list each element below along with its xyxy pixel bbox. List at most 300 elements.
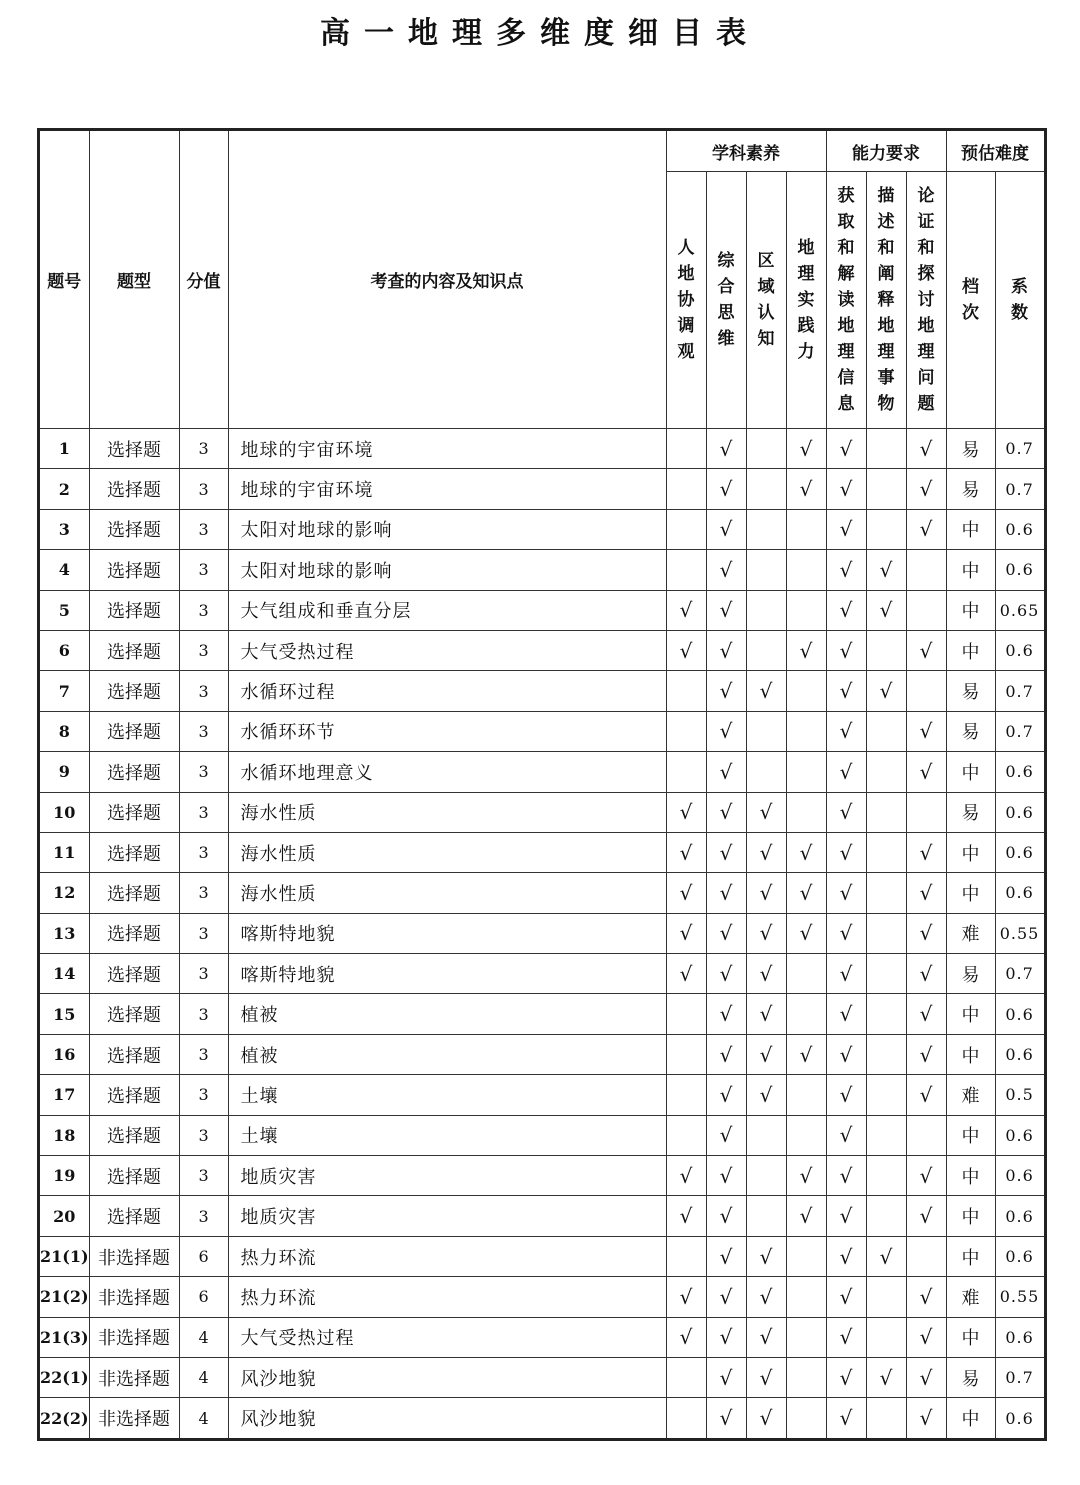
difficulty-level: 易 xyxy=(946,1357,995,1397)
question-score: 3 xyxy=(179,1034,228,1074)
check-cell xyxy=(906,1236,946,1276)
question-content: 地球的宇宙环境 xyxy=(228,469,666,509)
header-ability-2: 描述和阐释地理事物 xyxy=(866,172,906,429)
question-content: 水循环过程 xyxy=(228,671,666,711)
question-content: 大气组成和垂直分层 xyxy=(228,590,666,630)
check-cell xyxy=(786,1115,826,1155)
question-score: 3 xyxy=(179,429,228,469)
table-row xyxy=(39,913,1046,953)
check-cell: √ xyxy=(826,1398,866,1439)
difficulty-coefficient: 0.7 xyxy=(995,671,1045,711)
header-coefficient: 系数 xyxy=(995,172,1045,429)
check-cell xyxy=(666,1236,706,1276)
check-cell: √ xyxy=(786,469,826,509)
difficulty-level: 中 xyxy=(946,1115,995,1155)
question-type: 选择题 xyxy=(89,832,179,872)
question-type: 选择题 xyxy=(89,630,179,670)
check-cell: √ xyxy=(826,711,866,751)
table-row xyxy=(39,1236,1046,1276)
question-number: 20 xyxy=(39,1196,90,1236)
question-number: 8 xyxy=(39,711,90,751)
check-cell: √ xyxy=(866,671,906,711)
question-type: 选择题 xyxy=(89,873,179,913)
check-cell xyxy=(866,1398,906,1439)
check-cell: √ xyxy=(746,1317,786,1357)
check-cell: √ xyxy=(706,671,746,711)
table-row xyxy=(39,469,1046,509)
question-score: 3 xyxy=(179,671,228,711)
check-cell: √ xyxy=(706,792,746,832)
check-cell: √ xyxy=(826,1075,866,1115)
check-cell: √ xyxy=(906,1317,946,1357)
difficulty-coefficient: 0.6 xyxy=(995,752,1045,792)
check-cell: √ xyxy=(786,913,826,953)
check-cell xyxy=(866,1115,906,1155)
table-row xyxy=(39,1357,1046,1397)
check-cell: √ xyxy=(826,1277,866,1317)
header-content: 考查的内容及知识点 xyxy=(228,130,666,429)
question-content: 喀斯特地貌 xyxy=(228,913,666,953)
question-type: 选择题 xyxy=(89,792,179,832)
question-type: 选择题 xyxy=(89,954,179,994)
question-number: 21(2) xyxy=(39,1277,90,1317)
question-type: 选择题 xyxy=(89,469,179,509)
check-cell xyxy=(866,429,906,469)
question-number: 11 xyxy=(39,832,90,872)
check-cell xyxy=(866,994,906,1034)
check-cell xyxy=(666,752,706,792)
check-cell: √ xyxy=(746,1075,786,1115)
difficulty-level: 中 xyxy=(946,630,995,670)
check-cell xyxy=(786,711,826,751)
check-cell xyxy=(866,752,906,792)
question-score: 3 xyxy=(179,509,228,549)
check-cell: √ xyxy=(826,913,866,953)
question-score: 3 xyxy=(179,1156,228,1196)
question-content: 大气受热过程 xyxy=(228,630,666,670)
check-cell xyxy=(786,1277,826,1317)
check-cell: √ xyxy=(706,429,746,469)
check-cell: √ xyxy=(826,873,866,913)
question-score: 3 xyxy=(179,1196,228,1236)
difficulty-coefficient: 0.6 xyxy=(995,1156,1045,1196)
check-cell xyxy=(866,630,906,670)
difficulty-coefficient: 0.6 xyxy=(995,1236,1045,1276)
difficulty-coefficient: 0.6 xyxy=(995,832,1045,872)
check-cell: √ xyxy=(826,469,866,509)
check-cell: √ xyxy=(906,630,946,670)
check-cell: √ xyxy=(706,954,746,994)
check-cell: √ xyxy=(746,1034,786,1074)
difficulty-coefficient: 0.7 xyxy=(995,469,1045,509)
check-cell xyxy=(746,752,786,792)
question-type: 选择题 xyxy=(89,550,179,590)
check-cell: √ xyxy=(786,1196,826,1236)
check-cell: √ xyxy=(826,994,866,1034)
question-content: 地质灾害 xyxy=(228,1196,666,1236)
detail-table xyxy=(37,128,1047,1441)
check-cell xyxy=(786,1317,826,1357)
table-row xyxy=(39,1156,1046,1196)
check-cell: √ xyxy=(866,590,906,630)
difficulty-coefficient: 0.7 xyxy=(995,1357,1045,1397)
header-ability-1: 获取和解读地理信息 xyxy=(826,172,866,429)
table-row xyxy=(39,752,1046,792)
difficulty-coefficient: 0.6 xyxy=(995,1317,1045,1357)
difficulty-level: 中 xyxy=(946,1196,995,1236)
question-score: 3 xyxy=(179,1075,228,1115)
question-type: 选择题 xyxy=(89,509,179,549)
check-cell xyxy=(866,1196,906,1236)
question-score: 3 xyxy=(179,550,228,590)
check-cell: √ xyxy=(746,1277,786,1317)
question-number: 22(1) xyxy=(39,1357,90,1397)
check-cell: √ xyxy=(706,1115,746,1155)
table-row xyxy=(39,630,1046,670)
difficulty-coefficient: 0.5 xyxy=(995,1075,1045,1115)
check-cell: √ xyxy=(906,711,946,751)
check-cell xyxy=(866,832,906,872)
header-group-literacy: 学科素养 xyxy=(666,130,826,172)
question-number: 14 xyxy=(39,954,90,994)
difficulty-coefficient: 0.55 xyxy=(995,913,1045,953)
check-cell: √ xyxy=(786,1156,826,1196)
check-cell: √ xyxy=(866,1236,906,1276)
question-content: 太阳对地球的影响 xyxy=(228,509,666,549)
check-cell: √ xyxy=(826,954,866,994)
header-literacy-4: 地理实践力 xyxy=(786,172,826,429)
check-cell: √ xyxy=(706,590,746,630)
check-cell: √ xyxy=(706,832,746,872)
check-cell xyxy=(666,550,706,590)
difficulty-level: 中 xyxy=(946,1236,995,1276)
check-cell xyxy=(786,590,826,630)
check-cell xyxy=(746,711,786,751)
check-cell: √ xyxy=(906,429,946,469)
check-cell: √ xyxy=(906,509,946,549)
question-number: 22(2) xyxy=(39,1398,90,1439)
question-content: 地球的宇宙环境 xyxy=(228,429,666,469)
check-cell xyxy=(746,469,786,509)
difficulty-level: 中 xyxy=(946,590,995,630)
check-cell: √ xyxy=(826,752,866,792)
check-cell: √ xyxy=(666,1277,706,1317)
header-type: 题型 xyxy=(89,130,179,429)
difficulty-level: 难 xyxy=(946,1277,995,1317)
check-cell: √ xyxy=(666,590,706,630)
check-cell xyxy=(786,792,826,832)
check-cell: √ xyxy=(706,1196,746,1236)
question-type: 选择题 xyxy=(89,1034,179,1074)
question-type: 非选择题 xyxy=(89,1277,179,1317)
question-number: 13 xyxy=(39,913,90,953)
question-number: 21(3) xyxy=(39,1317,90,1357)
check-cell: √ xyxy=(706,1317,746,1357)
table-row xyxy=(39,1317,1046,1357)
question-score: 3 xyxy=(179,752,228,792)
check-cell xyxy=(906,792,946,832)
check-cell xyxy=(746,590,786,630)
check-cell: √ xyxy=(826,1236,866,1276)
check-cell: √ xyxy=(786,832,826,872)
check-cell: √ xyxy=(706,630,746,670)
header-ability-3: 论证和探讨地理问题 xyxy=(906,172,946,429)
header-literacy-3: 区域认知 xyxy=(746,172,786,429)
table-row xyxy=(39,1034,1046,1074)
check-cell xyxy=(666,994,706,1034)
difficulty-coefficient: 0.6 xyxy=(995,630,1045,670)
difficulty-coefficient: 0.7 xyxy=(995,429,1045,469)
question-score: 4 xyxy=(179,1317,228,1357)
question-number: 7 xyxy=(39,671,90,711)
check-cell xyxy=(906,550,946,590)
check-cell: √ xyxy=(906,913,946,953)
check-cell: √ xyxy=(706,873,746,913)
check-cell xyxy=(746,550,786,590)
check-cell xyxy=(786,671,826,711)
header-group-difficulty: 预估难度 xyxy=(946,130,1045,172)
table-row xyxy=(39,1277,1046,1317)
check-cell xyxy=(666,1115,706,1155)
check-cell xyxy=(866,1277,906,1317)
difficulty-level: 难 xyxy=(946,1075,995,1115)
check-cell: √ xyxy=(906,1075,946,1115)
check-cell: √ xyxy=(786,630,826,670)
table-row xyxy=(39,590,1046,630)
check-cell: √ xyxy=(906,873,946,913)
check-cell xyxy=(666,1357,706,1397)
check-cell: √ xyxy=(826,630,866,670)
check-cell xyxy=(906,590,946,630)
question-type: 选择题 xyxy=(89,671,179,711)
check-cell: √ xyxy=(826,792,866,832)
question-content: 地质灾害 xyxy=(228,1156,666,1196)
question-score: 4 xyxy=(179,1398,228,1439)
check-cell: √ xyxy=(826,1034,866,1074)
page-title: 高一地理多维度细目表 xyxy=(320,16,760,51)
question-type: 选择题 xyxy=(89,711,179,751)
check-cell xyxy=(786,994,826,1034)
difficulty-coefficient: 0.6 xyxy=(995,873,1045,913)
question-number: 21(1) xyxy=(39,1236,90,1276)
difficulty-level: 中 xyxy=(946,1398,995,1439)
question-score: 3 xyxy=(179,873,228,913)
question-number: 15 xyxy=(39,994,90,1034)
question-score: 3 xyxy=(179,711,228,751)
check-cell: √ xyxy=(666,1196,706,1236)
check-cell xyxy=(786,1075,826,1115)
question-content: 太阳对地球的影响 xyxy=(228,550,666,590)
difficulty-coefficient: 0.55 xyxy=(995,1277,1045,1317)
question-content: 土壤 xyxy=(228,1075,666,1115)
check-cell xyxy=(866,509,906,549)
check-cell: √ xyxy=(826,509,866,549)
difficulty-coefficient: 0.6 xyxy=(995,792,1045,832)
difficulty-level: 中 xyxy=(946,550,995,590)
table-row xyxy=(39,550,1046,590)
check-cell: √ xyxy=(906,954,946,994)
table-row xyxy=(39,792,1046,832)
check-cell: √ xyxy=(706,1277,746,1317)
difficulty-level: 易 xyxy=(946,671,995,711)
question-score: 3 xyxy=(179,630,228,670)
question-number: 6 xyxy=(39,630,90,670)
header-group-ability: 能力要求 xyxy=(826,130,946,172)
question-type: 选择题 xyxy=(89,1115,179,1155)
question-type: 选择题 xyxy=(89,752,179,792)
question-type: 非选择题 xyxy=(89,1317,179,1357)
check-cell: √ xyxy=(906,1398,946,1439)
question-content: 大气受热过程 xyxy=(228,1317,666,1357)
question-content: 海水性质 xyxy=(228,873,666,913)
question-score: 6 xyxy=(179,1277,228,1317)
question-content: 海水性质 xyxy=(228,832,666,872)
difficulty-coefficient: 0.65 xyxy=(995,590,1045,630)
difficulty-coefficient: 0.7 xyxy=(995,711,1045,751)
check-cell: √ xyxy=(866,550,906,590)
table-row xyxy=(39,711,1046,751)
check-cell: √ xyxy=(906,994,946,1034)
table-row xyxy=(39,832,1046,872)
check-cell: √ xyxy=(746,913,786,953)
question-score: 3 xyxy=(179,994,228,1034)
question-number: 18 xyxy=(39,1115,90,1155)
check-cell: √ xyxy=(706,1034,746,1074)
difficulty-level: 易 xyxy=(946,792,995,832)
check-cell xyxy=(666,509,706,549)
check-cell: √ xyxy=(906,752,946,792)
question-number: 17 xyxy=(39,1075,90,1115)
table-row xyxy=(39,994,1046,1034)
difficulty-coefficient: 0.6 xyxy=(995,1196,1045,1236)
check-cell xyxy=(786,1398,826,1439)
difficulty-coefficient: 0.6 xyxy=(995,1115,1045,1155)
check-cell: √ xyxy=(706,1236,746,1276)
check-cell: √ xyxy=(826,590,866,630)
question-score: 3 xyxy=(179,469,228,509)
check-cell: √ xyxy=(666,630,706,670)
check-cell: √ xyxy=(706,994,746,1034)
question-type: 选择题 xyxy=(89,994,179,1034)
check-cell: √ xyxy=(746,671,786,711)
check-cell: √ xyxy=(906,1034,946,1074)
check-cell xyxy=(746,1115,786,1155)
check-cell: √ xyxy=(746,994,786,1034)
check-cell xyxy=(866,1075,906,1115)
question-content: 水循环环节 xyxy=(228,711,666,751)
check-cell: √ xyxy=(906,1357,946,1397)
check-cell: √ xyxy=(706,1357,746,1397)
check-cell: √ xyxy=(906,1156,946,1196)
header-number: 题号 xyxy=(39,130,90,429)
check-cell: √ xyxy=(706,1156,746,1196)
check-cell: √ xyxy=(666,792,706,832)
check-cell xyxy=(746,509,786,549)
difficulty-coefficient: 0.6 xyxy=(995,1398,1045,1439)
question-score: 3 xyxy=(179,1115,228,1155)
difficulty-level: 中 xyxy=(946,509,995,549)
question-number: 3 xyxy=(39,509,90,549)
check-cell: √ xyxy=(786,873,826,913)
check-cell xyxy=(906,671,946,711)
difficulty-level: 易 xyxy=(946,711,995,751)
check-cell: √ xyxy=(826,1317,866,1357)
question-number: 1 xyxy=(39,429,90,469)
question-content: 热力环流 xyxy=(228,1236,666,1276)
difficulty-coefficient: 0.6 xyxy=(995,550,1045,590)
question-number: 10 xyxy=(39,792,90,832)
check-cell xyxy=(906,1115,946,1155)
check-cell: √ xyxy=(866,1357,906,1397)
check-cell xyxy=(866,792,906,832)
question-score: 3 xyxy=(179,954,228,994)
check-cell: √ xyxy=(786,1034,826,1074)
check-cell xyxy=(666,429,706,469)
table-row xyxy=(39,1115,1046,1155)
difficulty-level: 中 xyxy=(946,873,995,913)
check-cell xyxy=(746,1196,786,1236)
header-level: 档次 xyxy=(946,172,995,429)
header-literacy-2: 综合思维 xyxy=(706,172,746,429)
check-cell: √ xyxy=(826,550,866,590)
check-cell: √ xyxy=(706,469,746,509)
question-number: 16 xyxy=(39,1034,90,1074)
table-row xyxy=(39,954,1046,994)
check-cell: √ xyxy=(746,832,786,872)
check-cell xyxy=(866,954,906,994)
question-number: 2 xyxy=(39,469,90,509)
difficulty-level: 中 xyxy=(946,1317,995,1357)
check-cell xyxy=(746,630,786,670)
check-cell: √ xyxy=(746,873,786,913)
check-cell xyxy=(786,1236,826,1276)
check-cell: √ xyxy=(826,832,866,872)
check-cell: √ xyxy=(706,509,746,549)
question-content: 海水性质 xyxy=(228,792,666,832)
difficulty-level: 易 xyxy=(946,954,995,994)
table-row xyxy=(39,429,1046,469)
check-cell: √ xyxy=(906,1196,946,1236)
difficulty-level: 中 xyxy=(946,994,995,1034)
check-cell xyxy=(866,913,906,953)
check-cell xyxy=(866,1156,906,1196)
check-cell: √ xyxy=(906,1277,946,1317)
question-type: 非选择题 xyxy=(89,1236,179,1276)
question-type: 非选择题 xyxy=(89,1398,179,1439)
check-cell: √ xyxy=(666,832,706,872)
check-cell: √ xyxy=(826,671,866,711)
check-cell xyxy=(866,711,906,751)
table-row xyxy=(39,509,1046,549)
table-row xyxy=(39,1196,1046,1236)
difficulty-level: 易 xyxy=(946,469,995,509)
check-cell xyxy=(666,671,706,711)
table-row xyxy=(39,1075,1046,1115)
check-cell: √ xyxy=(746,1357,786,1397)
check-cell xyxy=(746,1156,786,1196)
header-literacy-1: 人地协调观 xyxy=(666,172,706,429)
check-cell: √ xyxy=(826,1357,866,1397)
table-row xyxy=(39,671,1046,711)
check-cell xyxy=(866,1317,906,1357)
question-content: 风沙地貌 xyxy=(228,1357,666,1397)
check-cell: √ xyxy=(746,954,786,994)
check-cell: √ xyxy=(666,913,706,953)
check-cell xyxy=(786,550,826,590)
difficulty-level: 易 xyxy=(946,429,995,469)
difficulty-level: 中 xyxy=(946,1156,995,1196)
difficulty-level: 难 xyxy=(946,913,995,953)
